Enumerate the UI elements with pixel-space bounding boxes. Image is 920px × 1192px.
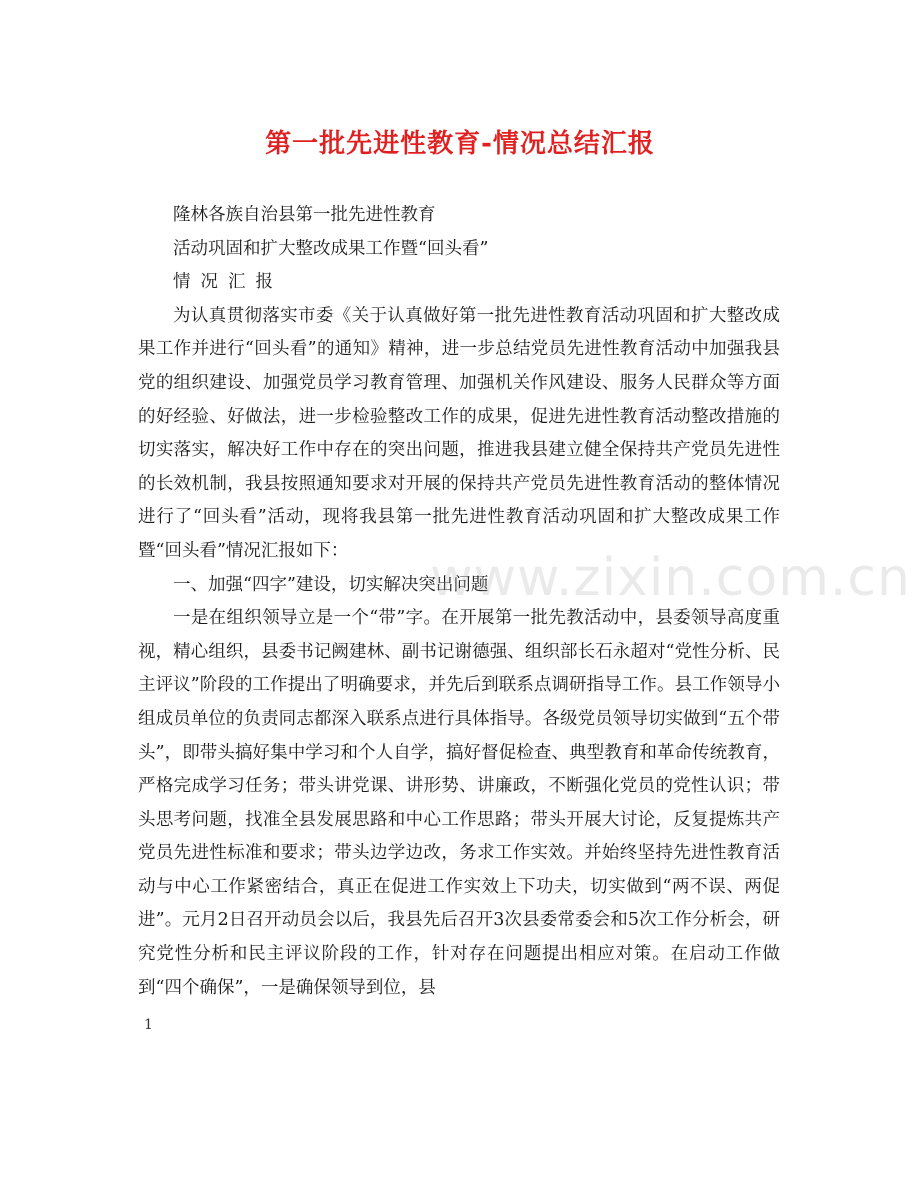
page-number: 1 <box>144 1017 153 1033</box>
heading-line-activity: 活动巩固和扩大整改成果工作暨“回头看” <box>173 238 489 259</box>
paragraph-section-1: 一是在组织领导立是一个“带”字。在开展第一批先教活动中，县委领导高度重视，精心组织，县委书记阙建林、副书记谢德强、组织部长石永超对“党性分析、民主评议”阶段的工作提出了明确要求，并先后到联系点调研指导工作。县工作领导小组成员单位的负责同志都深入联系点进行具体指导。各级党员领导切实做到“五个带头”，即带头搞好集中学习和个人自学，搞好督促检查、典型教育和革命传统教育，严格完成学习任务；带头讲党课、讲形势、讲廉政，不断强化党员的党性认识；带头思考问题，找准全县发展思路和中心工作思路；带头开展大讨论，反复提炼共产党员先进性标准和要求；带头边学边改，务求工作实效。并始终坚持先进性教育活动与中心工作紧密结合，真正在促进工作实效上下功夫，切实做到“两不误、两促进”。元月2日召开动员会以后，我县先后召开3次县委常委会和5次工作分析会，研究党性分析和民主评议阶段的工作，针对存在问题提出相应对策。在启动工作做到“四个确保”，一是确保领导到位，县 <box>138 608 780 998</box>
paragraph-intro: 为认真贯彻落实市委《关于认真做好第一批先进性教育活动巩固和扩大整改成果工作并进行“回头看”的通知》精神，进一步总结党员先进性教育活动中加强我县党的组织建设、加强党员学习教育管理、加强机关作风建设、服务人民群众等方面的好经验、好做法，进一步检验整改工作的成果，促进先进性教育活动整改措施的切实落实，解决好工作中存在的突出问题，推进我县建立健全保持共产党员先进性的长效机制，我县按照通知要求对开展的保持共产党员先进性教育活动的整体情况进行了“回头看”活动，现将我县第一批先进性教育活动巩固和扩大整改成果工作暨“回头看”情况汇报如下： <box>138 305 780 561</box>
watermark: www.zixin.com.cn <box>430 548 911 608</box>
section-heading-1: 一、加强“四字”建设，切实解决突出问题 <box>173 574 489 595</box>
heading-line-county: 隆林各族自治县第一批先进性教育 <box>173 205 436 225</box>
heading-line-report: 情况汇报 <box>173 272 283 293</box>
document-title: 第一批先进性教育-情况总结汇报 <box>265 129 655 159</box>
document-body <box>138 199 780 1005</box>
